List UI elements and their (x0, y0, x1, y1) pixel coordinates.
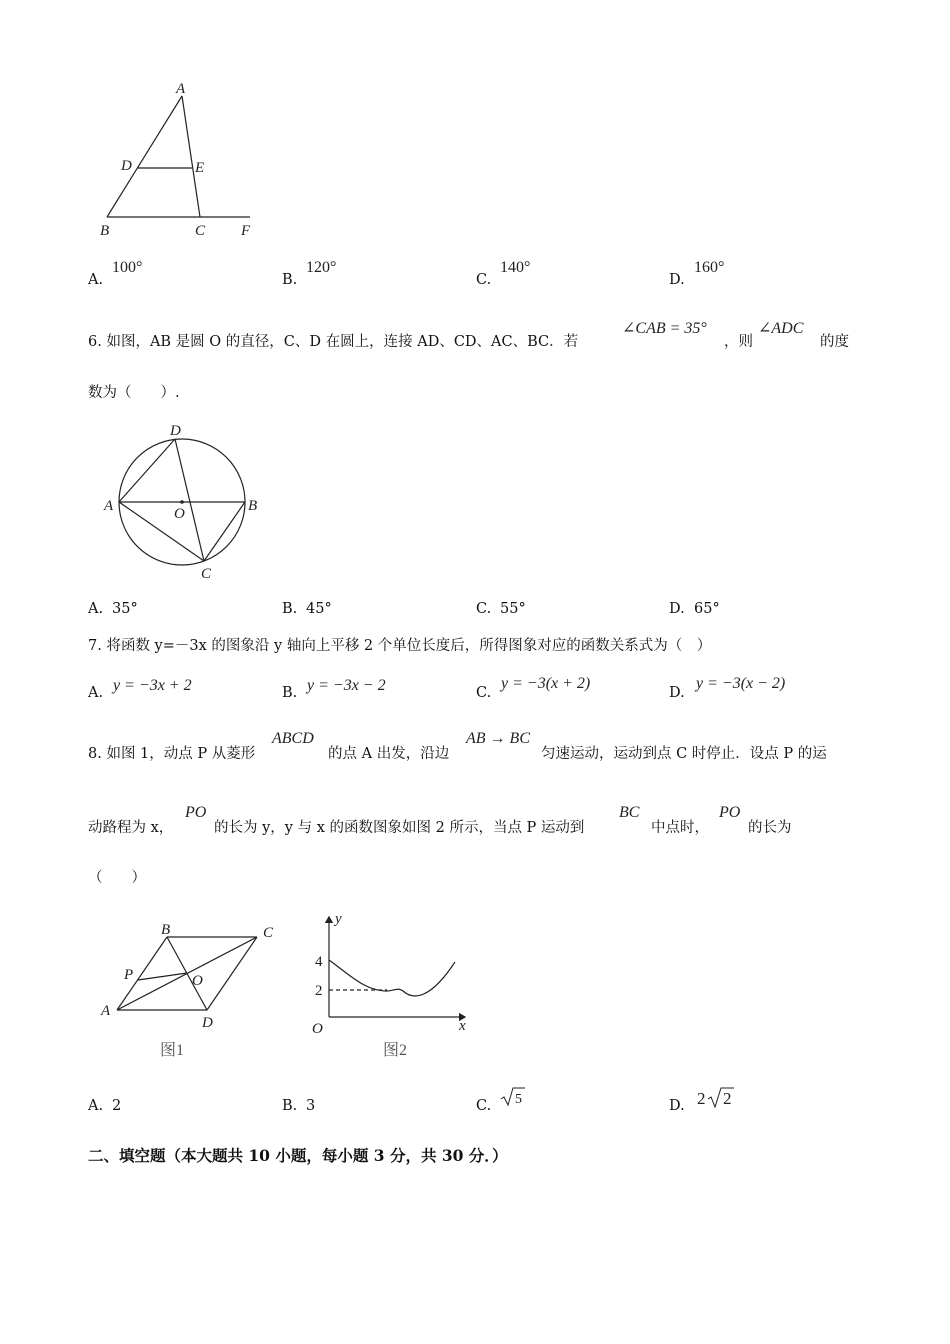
q8-option-d-coef: 2 (697, 1089, 706, 1108)
q6-math-angle-adc: ∠ADC (758, 320, 804, 337)
q5-option-a-letter[interactable]: A. (88, 272, 104, 288)
label-f: F (241, 223, 251, 239)
q7-option-c-letter[interactable]: C. (476, 685, 492, 701)
q8-option-b-value: 3 (306, 1098, 316, 1114)
label-a: A (104, 498, 114, 514)
q6-option-a-value: 35° (112, 601, 138, 617)
segment-bc (204, 502, 245, 561)
caption-fig1: 图1 (160, 1042, 185, 1059)
q8-option-d-radicand: 2 (723, 1089, 732, 1108)
q8-option-b-letter[interactable]: B. (282, 1098, 298, 1114)
q5-option-a-value: 100° (112, 259, 143, 276)
q7-option-d-value: y = −3(x − 2) (696, 675, 786, 692)
q7-option-b-letter[interactable]: B. (282, 685, 298, 701)
label-b: B (161, 922, 171, 938)
q8-option-a-letter[interactable]: A. (88, 1098, 104, 1114)
caption-fig2: 图2 (383, 1042, 408, 1059)
q6-text-part3: 的度 (820, 334, 849, 350)
q5-option-d-letter[interactable]: D. (669, 272, 685, 288)
label-d: D (202, 1015, 213, 1031)
q8-line1-part-c: 匀速运动，运动到点 C 时停止．设点 P 的运 (541, 746, 827, 762)
q6-option-a-letter[interactable]: A. (88, 601, 104, 617)
q6-text-part2: ，则 (724, 334, 753, 350)
q8-line2-part-a: 动路程为 x， (88, 820, 174, 836)
q8-line1-part-b: 的点 A 出发，沿边 (328, 746, 450, 762)
figure-q5-triangle (95, 78, 265, 243)
tick-2: 2 (315, 983, 323, 999)
segment-ab (107, 96, 182, 217)
q8-math-po-2: PO (719, 804, 741, 821)
q8-line1-part-a: 8. 如图 1，动点 P 从菱形 (88, 746, 256, 762)
q8-line2-part-d: 的长为 (748, 820, 792, 836)
q6-option-b-value: 45° (306, 601, 332, 617)
tick-4: 4 (315, 954, 323, 970)
x-axis-label: x (459, 1018, 466, 1034)
q6-option-c-value: 55° (500, 601, 526, 617)
q8-math-po-1: PO (185, 804, 207, 821)
label-b: B (248, 498, 258, 514)
figure-q6-circle (98, 418, 270, 586)
q5-option-b-value: 120° (306, 259, 337, 276)
q8-math-abcd: ABCD (272, 730, 314, 747)
label-p: P (124, 967, 134, 983)
q6-option-d-value: 65° (694, 601, 720, 617)
q5-option-d-value: 160° (694, 259, 725, 276)
q5-option-c-letter[interactable]: C. (476, 272, 492, 288)
segment-po (138, 973, 187, 980)
side-cd (207, 937, 257, 1010)
q8-math-bc: BC (619, 804, 640, 821)
q7-option-a-value: y = −3x + 2 (113, 677, 192, 694)
q8-line2-part-b: 的长为 y，y 与 x 的函数图象如图 2 所示，当点 P 运动到 (214, 820, 585, 836)
q8-option-c-sqrt (500, 1086, 526, 1112)
label-a: A (101, 1003, 111, 1019)
label-d: D (170, 423, 181, 439)
q8-line2-part-c: 中点时， (651, 820, 709, 836)
q8-line3: （ ） (88, 870, 146, 886)
q6-text-line2: 数为（ ）. (88, 385, 180, 401)
section-2-title: 二、填空题（本大题共 10 小题，每小题 3 分，共 30 分．） (88, 1146, 508, 1165)
label-c: C (195, 223, 206, 239)
q8-option-a-value: 2 (112, 1098, 122, 1114)
q8-option-c-radicand: 5 (515, 1092, 522, 1107)
q6-math-angle-cab: ∠CAB = 35° (622, 320, 707, 337)
figure-q8-rhombus (95, 915, 290, 1065)
q5-option-c-value: 140° (500, 259, 531, 276)
label-c: C (263, 925, 274, 941)
figure-q8-graph (305, 905, 480, 1065)
q6-text-part1: 6. 如图，AB 是圆 O 的直径，C、D 在圆上，连接 AD、CD、AC、BC．若 (88, 334, 579, 350)
q8-option-d-letter[interactable]: D. (669, 1098, 685, 1114)
q8-option-c-letter[interactable]: C. (476, 1098, 492, 1114)
label-d: D (121, 158, 132, 174)
origin-label: O (312, 1021, 323, 1037)
segment-ac (119, 502, 204, 561)
label-c: C (201, 566, 212, 582)
q7-option-a-letter[interactable]: A. (88, 685, 104, 701)
curve-y-vs-x (329, 960, 455, 996)
y-axis-label: y (335, 911, 342, 927)
segment-dc (175, 439, 204, 561)
label-a: A (176, 81, 186, 97)
label-e: E (195, 160, 205, 176)
q5-option-b-letter[interactable]: B. (282, 272, 298, 288)
q7-option-b-value: y = −3x − 2 (307, 677, 386, 694)
segment-ac (182, 96, 200, 217)
q8-math-ab-bc: AB → BC (466, 730, 530, 747)
q6-option-b-letter[interactable]: B. (282, 601, 298, 617)
label-o: O (192, 973, 203, 989)
label-b: B (100, 223, 110, 239)
q6-option-d-letter[interactable]: D. (669, 601, 685, 617)
q8-option-d-sqrt (696, 1086, 736, 1114)
label-o: O (174, 506, 185, 522)
q7-text: 7. 将函数 y=－3x 的图象沿 y 轴向上平移 2 个单位长度后，所得图象对应的函数关系式为（ ） (88, 638, 712, 654)
q7-option-c-value: y = −3(x + 2) (501, 675, 591, 692)
q7-option-d-letter[interactable]: D. (669, 685, 685, 701)
q6-option-c-letter[interactable]: C. (476, 601, 492, 617)
center-dot-o (180, 500, 184, 504)
